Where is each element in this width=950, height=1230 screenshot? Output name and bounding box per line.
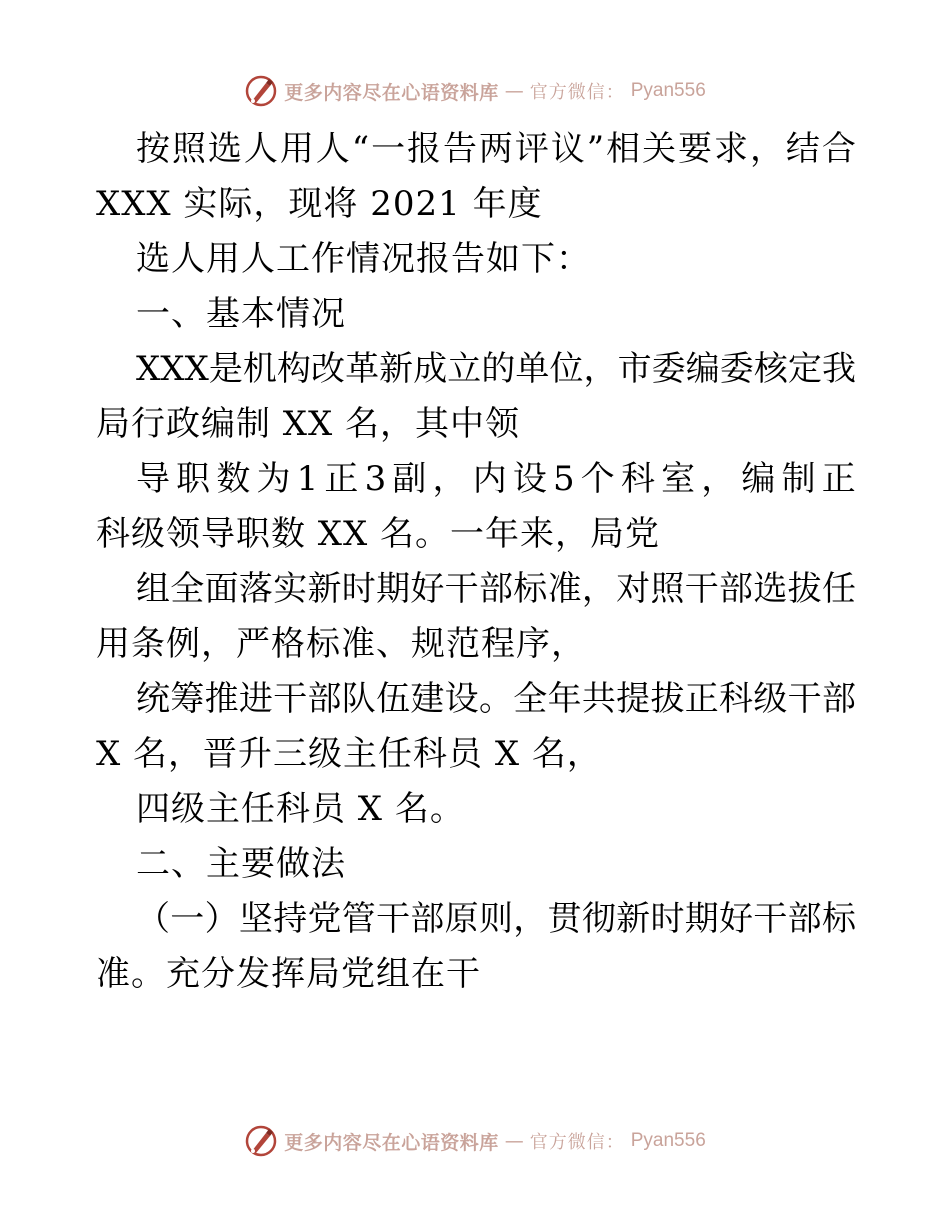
line-char: 合 [821,129,856,169]
paragraph-line-13: 四级主任科员 X 名。 [136,789,465,829]
line-char: 持 [273,899,308,939]
watermark-group [244,74,706,108]
line-char: 年 [547,679,582,719]
line-char: ， [581,569,616,609]
line-char: 标 [821,899,856,939]
pen-logo-icon [244,74,278,108]
line-char: 任 [821,569,856,609]
line-char: 组 [136,569,170,609]
line-char: 共 [581,679,616,719]
line-char: 拔 [650,679,685,719]
line-char: 全 [170,569,205,609]
line-char: 部 [787,899,822,939]
paragraph-line-11 [96,672,856,727]
line-char: 对 [616,569,651,609]
line-char: 我 [821,349,856,389]
line-char: 构 [276,349,311,389]
line-char: 两 [478,129,513,169]
line-char: 期 [376,569,411,609]
line-char: 的 [481,349,516,389]
line-char: 提 [616,679,651,719]
line-char: 定 [787,349,822,389]
line-char: 统 [136,679,170,719]
line-char: 期 [684,899,719,939]
section-heading-2: 二、主要做法 [136,844,346,884]
line-char: 面 [204,569,239,609]
line-char: X [136,349,161,389]
line-char: 市 [617,349,652,389]
line-char: 贯 [547,899,582,939]
line-char: 拔 [787,569,822,609]
watermark-group [244,1124,706,1158]
line-char: 照 [171,129,206,169]
line-char: 一 [170,899,205,939]
line-char: 原 [444,899,479,939]
line-char: 要 [678,129,713,169]
line-char: 好 [719,899,754,939]
paragraph-line-6: 局行政编制 XX 名，其中领 [96,404,521,444]
line-char: 干 [787,679,822,719]
line-char: 委 [719,349,754,389]
line-char: 是 [208,349,243,389]
line-char: 选 [207,129,242,169]
watermark-main-text: 更多内容尽在心语资料库 [284,81,499,104]
line-char: 委 [651,349,686,389]
line-char: 部 [410,899,445,939]
line-char: 单 [515,349,550,389]
header-watermark [0,71,950,111]
line-char: ， [432,459,467,499]
line-char: 按 [136,129,170,169]
line-char: 副 [392,459,427,499]
section-heading-1: 一、基本情况 [136,294,346,334]
line-char: 立 [447,349,482,389]
line-char: ” [586,129,605,169]
line-char: 管 [341,899,376,939]
line-char: 改 [311,349,346,389]
line-char: 伍 [376,679,411,719]
line-char: 评 [514,129,549,169]
line-char: 坚 [238,899,273,939]
line-char: 新 [616,899,651,939]
paragraph-line-16: 准。充分发挥局党组在干 [96,954,481,994]
line-char: 个 [580,459,615,499]
line-char: 3 [364,459,387,499]
line-char: 。 [478,679,513,719]
line-char: 机 [242,349,277,389]
line-char: 部 [307,679,342,719]
footer-watermark [0,1121,950,1161]
line-char: 标 [513,569,548,609]
line-char: 干 [273,679,308,719]
line-char: 数 [216,459,251,499]
line-char: 正 [324,459,359,499]
line-char: 部 [478,569,513,609]
paragraph-line-15 [96,892,856,947]
line-char: 新 [379,349,414,389]
line-char: 级 [753,679,788,719]
line-char: 正 [684,679,719,719]
line-char: 设 [444,679,479,719]
line-char: 干 [753,899,788,939]
line-char: 推 [204,679,239,719]
line-char: 位 [549,349,584,389]
line-char: 为 [256,459,291,499]
line-char: X [160,349,185,389]
line-char: 干 [444,569,479,609]
watermark-dash: — [504,80,524,102]
line-char: 落 [238,569,273,609]
line-char: 室 [661,459,696,499]
line-char: ， [513,899,548,939]
line-char: 彻 [581,899,616,939]
line-char: 科 [620,459,655,499]
line-char: 关 [642,129,677,169]
watermark-main-text: 更多内容尽在心语资料库 [284,1131,499,1154]
line-char: 议 [550,129,585,169]
line-char: 干 [376,899,411,939]
line-char: 部 [719,569,754,609]
line-char: 进 [238,679,273,719]
line-char: 制 [781,459,816,499]
line-char: ， [701,459,736,499]
line-char: 一 [371,129,406,169]
line-char: 报 [407,129,442,169]
line-char: ， [583,349,618,389]
line-char: 科 [719,679,754,719]
line-char: 导 [136,459,170,499]
watermark-official-label: 官方微信： [529,82,625,103]
line-char: X [184,349,209,389]
line-char: 革 [345,349,380,389]
paragraph-line-7 [96,452,856,507]
line-char: ， [749,129,784,169]
paragraph-line-3: 选人用人工作情况报告如下： [136,239,591,279]
line-char: “ [351,129,370,169]
line-char: 照 [650,569,685,609]
line-char: 筹 [170,679,205,719]
line-char: 职 [176,459,211,499]
paragraph-line-5 [96,342,856,397]
line-char: 队 [341,679,376,719]
line-char: 部 [821,679,856,719]
line-char: 则 [478,899,513,939]
line-char: 时 [341,569,376,609]
line-char: 新 [307,569,342,609]
line-char: 5 [553,459,575,499]
paragraph-line-9 [96,562,856,617]
paragraph-line-10: 用条例，严格标准、规范程序， [96,624,586,664]
line-char: ） [204,899,239,939]
line-char: 结 [785,129,820,169]
line-char: 全 [513,679,548,719]
line-char: 内 [472,459,507,499]
pen-logo-icon [244,1124,278,1158]
line-char: 实 [273,569,308,609]
paragraph-line-1 [96,122,856,177]
line-char: 正 [821,459,856,499]
line-char: 求 [713,129,748,169]
watermark-wechat-id: Pyan556 [630,1130,706,1151]
document-body [96,122,856,1002]
line-char: 编 [741,459,776,499]
watermark-wechat-id: Pyan556 [630,80,706,101]
line-char: 干 [684,569,719,609]
line-char: 人 [315,129,350,169]
line-char: 告 [442,129,477,169]
line-char: 成 [413,349,448,389]
line-char: 好 [410,569,445,609]
line-char: 相 [606,129,641,169]
line-char: 人 [243,129,278,169]
line-char: 用 [279,129,314,169]
line-char: 编 [685,349,720,389]
line-char: 党 [307,899,342,939]
watermark-official-label: 官方微信： [529,1132,625,1153]
paragraph-line-8: 科级领导职数 XX 名。一年来，局党 [96,514,661,554]
paragraph-line-2: XXX 实际，现将 2021 年度 [96,184,543,224]
line-char: （ [136,899,170,939]
line-char: 准 [547,569,582,609]
line-char: 1 [296,459,319,499]
watermark-dash: — [504,1130,524,1152]
line-char: 时 [650,899,685,939]
line-char: 建 [410,679,445,719]
line-char: 选 [753,569,788,609]
line-char: 核 [753,349,788,389]
line-char: 设 [512,459,547,499]
paragraph-line-12: X 名，晋升三级主任科员 X 名， [96,734,602,774]
